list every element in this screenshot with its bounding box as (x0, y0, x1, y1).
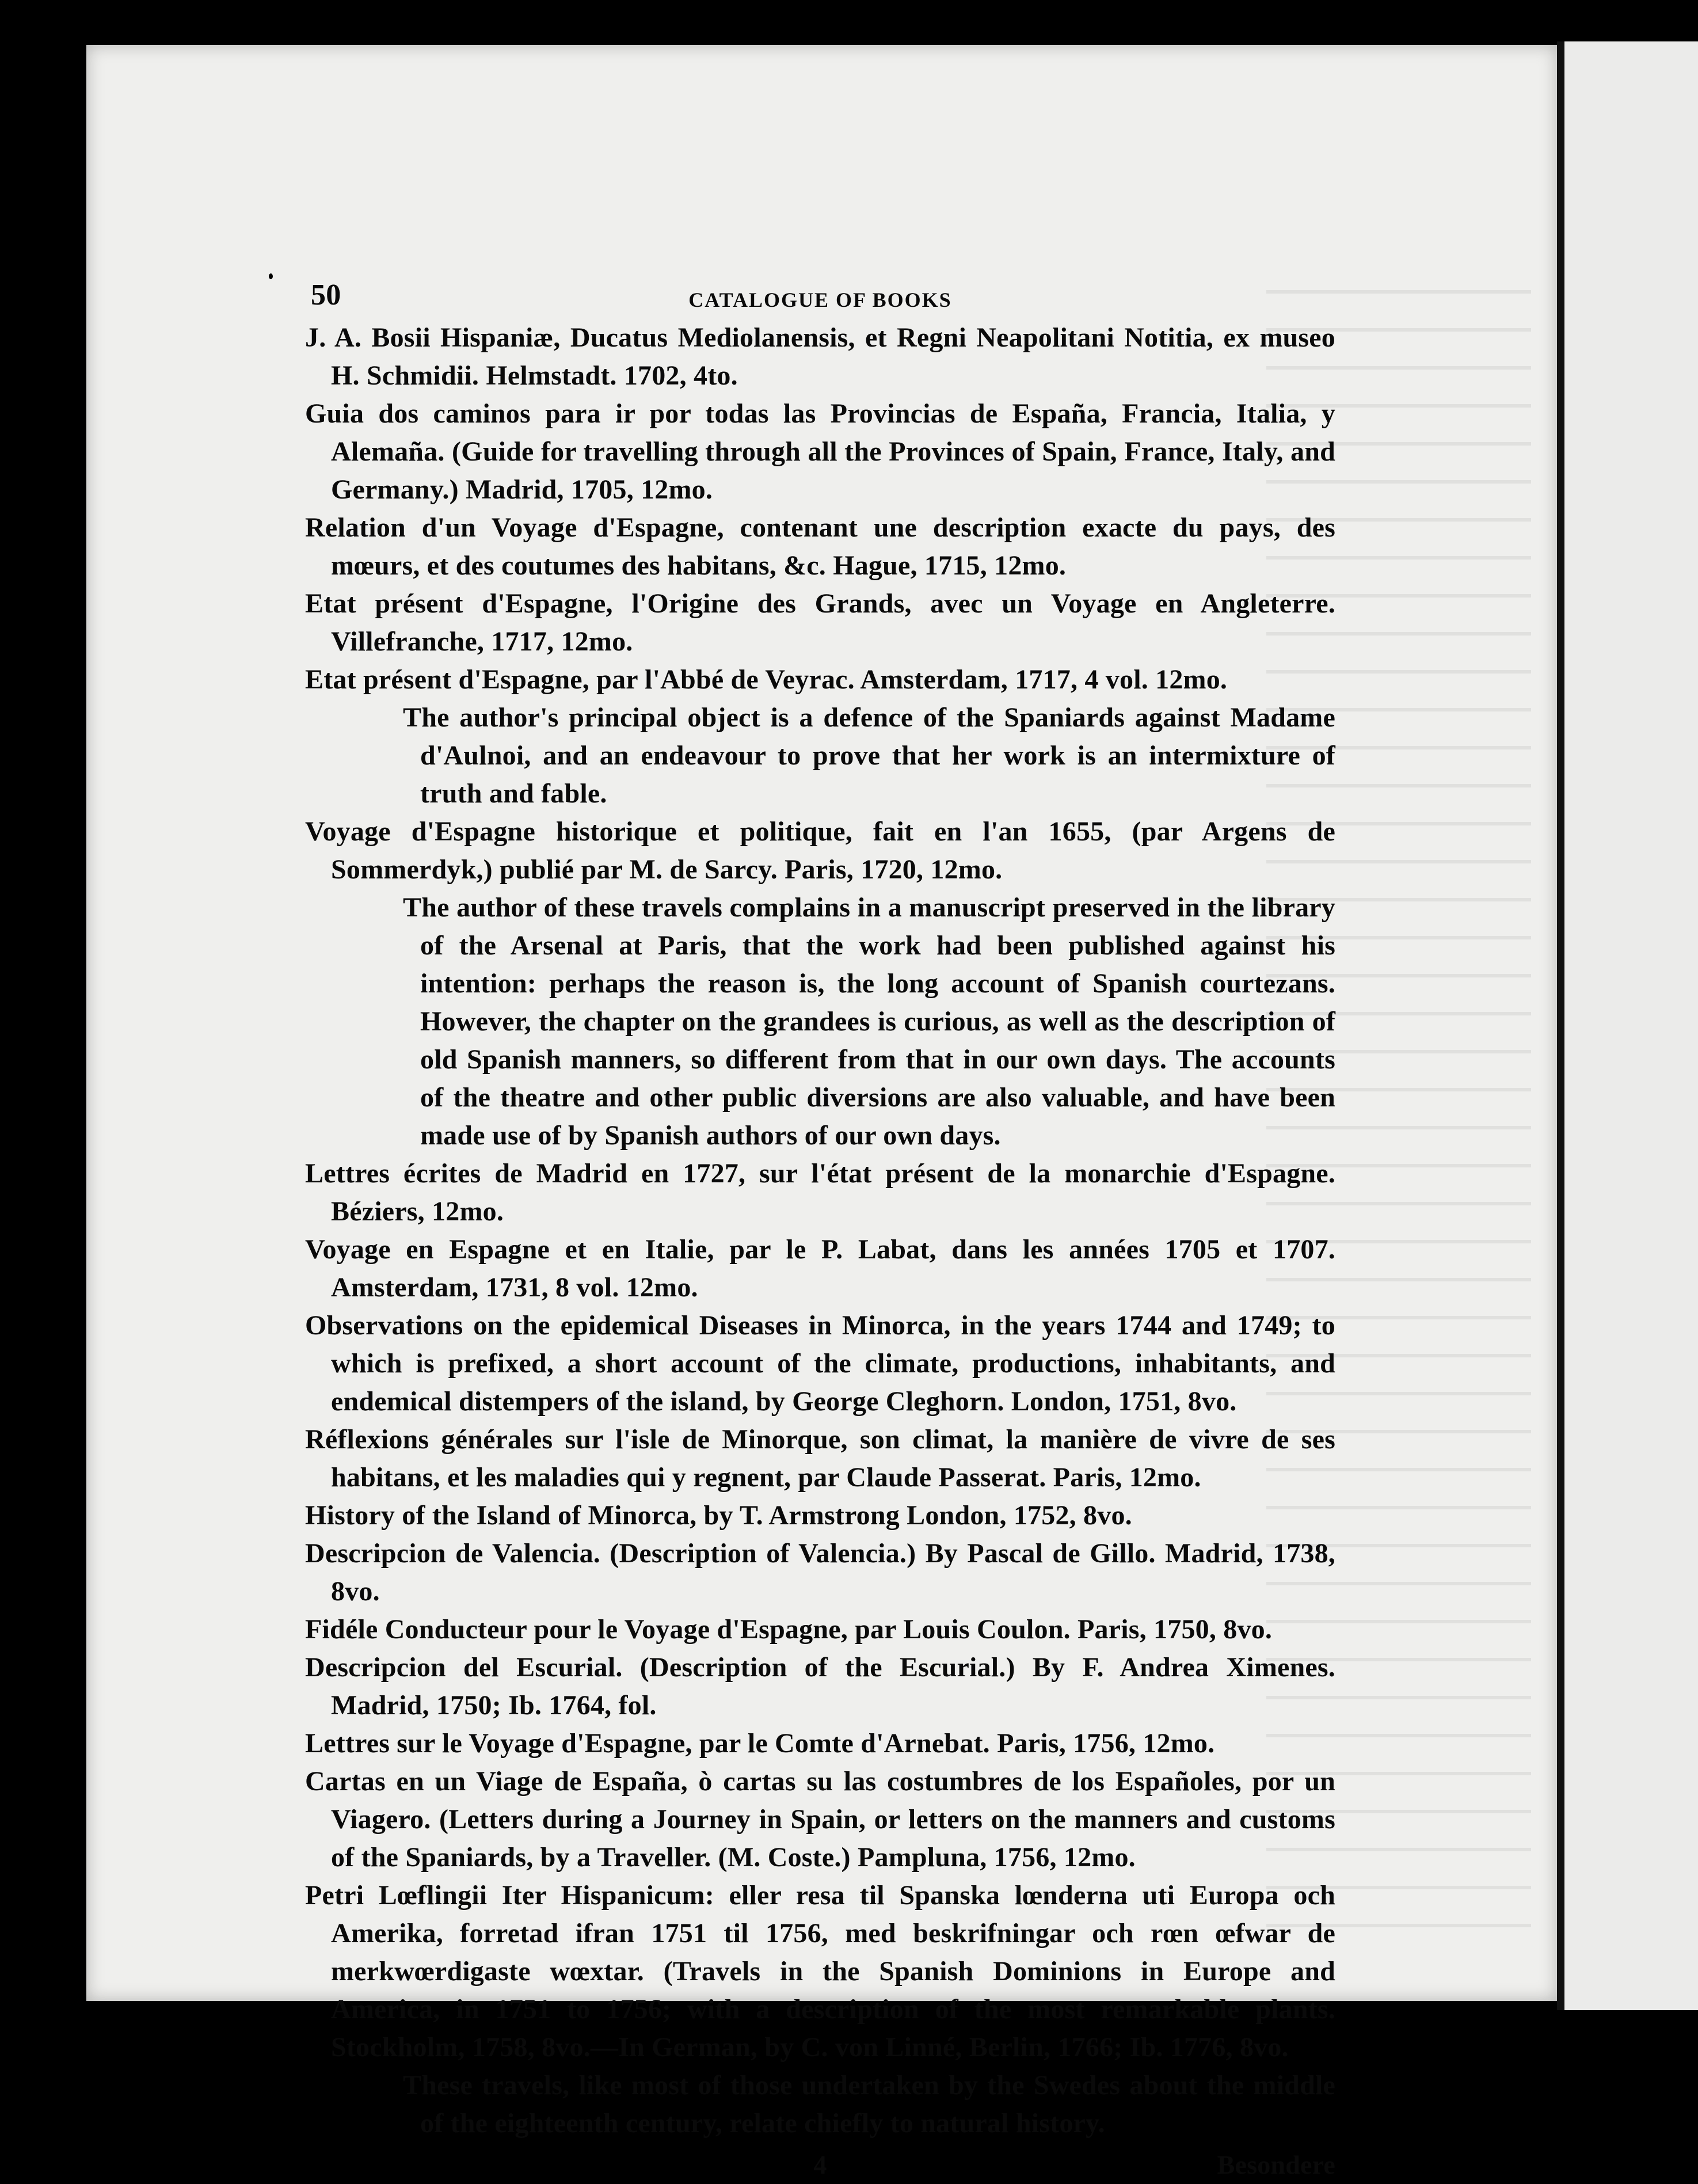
signature-mark: 4 (813, 2150, 827, 2179)
catalogue-entries (305, 319, 1335, 2143)
catalogue-entry: Voyage d'Espagne historique et politique, fait en l'an 1655, (par Argens de Sommerdyk,) publié par M. de Sarcy. Paris, 1720, 12mo. (305, 816, 1335, 885)
catalogue-entry: Lettres sur le Voyage d'Espagne, par le Comte d'Arnebat. Paris, 1756, 12mo. (305, 1728, 1215, 1759)
page-number: 50 (311, 279, 341, 311)
catalogue-entry: Descripcion de Valencia. (Description of Valencia.) By Pascal de Gillo. Madrid, 1738, 8vo. (305, 1538, 1335, 1607)
catalogue-entry: Voyage en Espagne et en Italie, par le P. Labat, dans les années 1705 et 1707. Amsterdam, 1731, 8 vol. 12mo. (305, 1234, 1335, 1303)
catalogue-note: These travels, like most of those undertaken by the Swedes about the middle of the eighteenth century, relate chiefly to natural history. (403, 2070, 1335, 2139)
catalogue-entry: Réflexions générales sur l'isle de Minorque, son climat, la manière de vivre de ses habitans, et les maladies qui y regnent, par Claude Passerat. Paris, 12mo. (305, 1424, 1335, 1493)
catalogue-entry: Relation d'un Voyage d'Espagne, contenant une description exacte du pays, des mœurs, et des coutumes des habitans, &c. Hague, 1715, 12mo. (305, 512, 1335, 581)
facing-page-edge (1564, 41, 1698, 2010)
catalogue-entry: Etat présent d'Espagne, l'Origine des Grands, avec un Voyage en Angleterre. Villefranche, 1717, 12mo. (305, 588, 1335, 657)
catalogue-entry: History of the Island of Minorca, by T. Armstrong London, 1752, 8vo. (305, 1500, 1132, 1531)
catalogue-entry: J. A. Bosii Hispaniæ, Ducatus Mediolanensis, et Regni Neapolitani Notitia, ex museo H. Schmidii. Helmstadt. 1702, 4to. (305, 322, 1335, 391)
page-gutter (1557, 41, 1564, 2010)
catalogue-entry: Fidéle Conducteur pour le Voyage d'Espagne, par Louis Coulon. Paris, 1750, 8vo. (305, 1614, 1273, 1645)
catalogue-note: The author of these travels complains in a manuscript preserved in the library of the Arsenal at Paris, that the work had been published against his intention: perhaps the reason is, the long account of Spanish courtezans. However, the chapter on the grandees is curious, as well as the description of old Spanish manners, so different from that in our own days. The accounts of the theatre and other public diversions are also valuable, and have been made use of by Spanish authors of our own days. (403, 892, 1335, 1151)
catalogue-note: The author's principal object is a defence of the Spaniards against Madame d'Aulnoi, and an endeavour to prove that her work is an intermixture of truth and fable. (403, 702, 1335, 809)
catalogue-entry: Observations on the epidemical Diseases in Minorca, in the years 1744 and 1749; to which is prefixed, a short account of the climate, productions, inhabitants, and endemical distempers of the island, by George Cleghorn. London, 1751, 8vo. (305, 1310, 1335, 1417)
catalogue-entry: Guia dos caminos para ir por todas las Provincias de España, Francia, Italia, y Alemaña. (Guide for travelling through all the Provinces of Spain, France, Italy, and Germany.) Madrid, 1705, 12mo. (305, 398, 1335, 505)
running-head: CATALOGUE OF BOOKS (688, 288, 952, 311)
ink-speck (269, 273, 273, 279)
catalogue-entry: Cartas en un Viage de España, ò cartas su las costumbres de los Españoles, por un Viagero. (Letters during a Journey in Spain, or letters on the manners and customs of the Spaniards, by a Traveller. (M. Coste.) Pampluna, 1756, 12mo. (305, 1766, 1335, 1873)
page-content (305, 276, 1335, 2184)
catalogue-entry: Etat présent d'Espagne, par l'Abbé de Veyrac. Amsterdam, 1717, 4 vol. 12mo. (305, 664, 1228, 695)
catalogue-entry: Descripcion del Escurial. (Description of the Escurial.) By F. Andrea Ximenes. Madrid, 1750; Ib. 1764, fol. (305, 1652, 1335, 1721)
catalogue-entry: Petri Lœflingii Iter Hispanicum: eller resa til Spanska lœnderna uti Europa och Amerika, forretad ifran 1751 til 1756, med beskrifningar och rœn œfwar de merkwœrdigaste wœxtar. (Travels in the Spanish Dominions in Europe and America, in 1751 to 1756; with a description of the most remarkable plants. Stockholm, 1758, 8vo.—In German, by C. von Linné, Berlin, 1766; Ib. 1776, 8vo. (305, 1880, 1335, 2063)
page-header (305, 276, 1335, 314)
catalogue-entry: Lettres écrites de Madrid en 1727, sur l'état présent de la monarchie d'Espagne. Béziers, 12mo. (305, 1158, 1335, 1227)
catchword: Besondere (1217, 2150, 1335, 2179)
page-footer (305, 2146, 1335, 2184)
